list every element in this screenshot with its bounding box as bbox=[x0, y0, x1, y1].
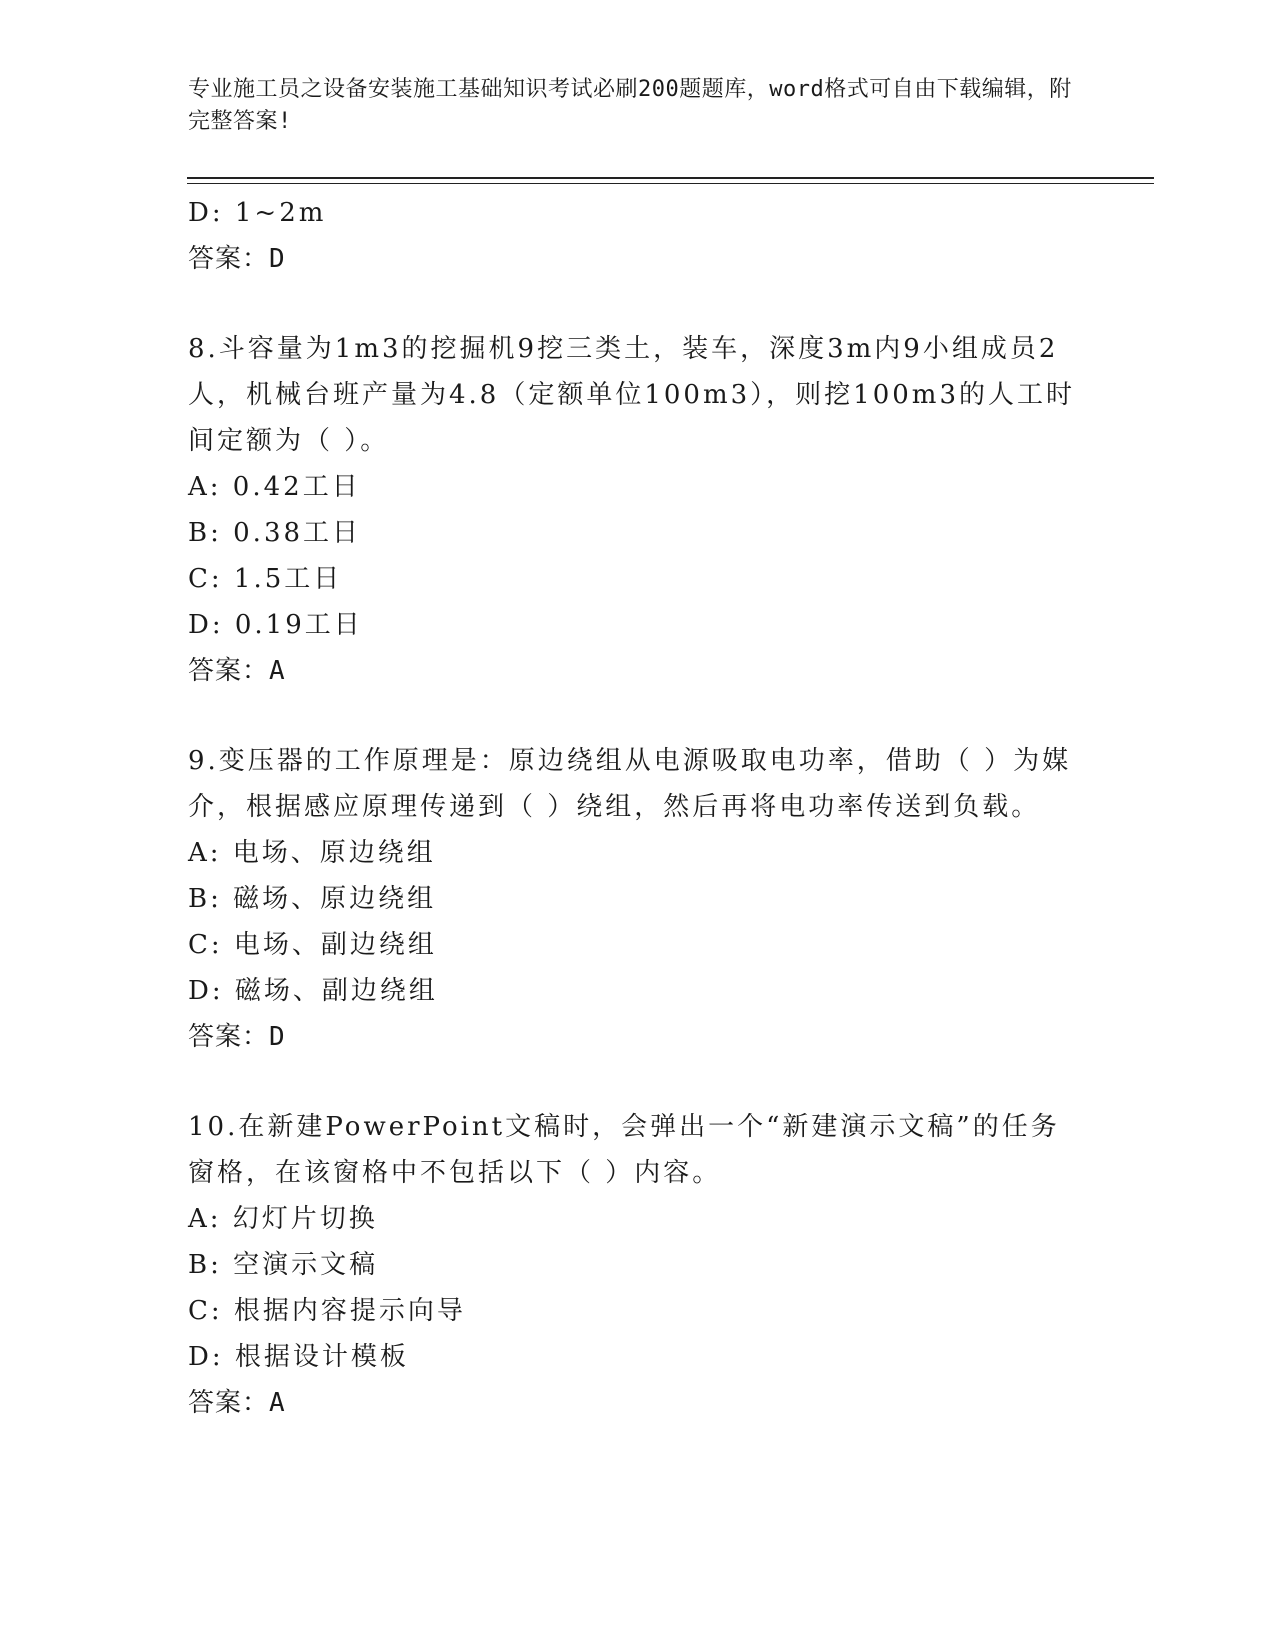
question-9 bbox=[188, 738, 1078, 1060]
option-c: C: 1.5工日 bbox=[188, 564, 343, 594]
option-b: B: 空演示文稿 bbox=[188, 1250, 379, 1280]
option-a: A: 电场、原边绕组 bbox=[188, 838, 436, 868]
option-d: D: 0.19工日 bbox=[188, 610, 363, 640]
option-c: C: 电场、副边绕组 bbox=[188, 930, 437, 960]
questions-content bbox=[188, 190, 1078, 1426]
header-rule-thick bbox=[187, 177, 1154, 179]
question-stem: 10.在新建PowerPoint文稿时，会弹出一个“新建演示文稿”的任务窗格，在该窗格中不包括以下（ ）内容。 bbox=[188, 1112, 1060, 1188]
header-rule-thin bbox=[187, 183, 1154, 184]
question-8 bbox=[188, 326, 1078, 694]
spacer bbox=[188, 1060, 1078, 1104]
answer: 答案：A bbox=[188, 656, 286, 686]
option-b: B: 磁场、原边绕组 bbox=[188, 884, 437, 914]
option-d: D: 根据设计模板 bbox=[188, 1342, 409, 1372]
option-a: A: 0.42工日 bbox=[188, 472, 361, 502]
option-c: C: 根据内容提示向导 bbox=[188, 1296, 466, 1326]
question-10 bbox=[188, 1104, 1078, 1426]
prev-answer: 答案：D bbox=[188, 244, 286, 274]
spacer bbox=[188, 694, 1078, 738]
answer: 答案：A bbox=[188, 1388, 286, 1418]
page-header-title: 专业施工员之设备安装施工基础知识考试必刷200题题库，word格式可自由下载编辑，附完整答案! bbox=[188, 77, 1072, 134]
answer: 答案：D bbox=[188, 1022, 286, 1052]
prev-option-d: D: 1~2m bbox=[188, 198, 327, 228]
spacer bbox=[188, 282, 1078, 326]
question-stem: 9.变压器的工作原理是：原边绕组从电源吸取电功率，借助（ ）为媒介，根据感应原理传递到（ ）绕组，然后再将电功率传送到负载。 bbox=[188, 746, 1072, 822]
option-b: B: 0.38工日 bbox=[188, 518, 362, 548]
question-stem: 8.斗容量为1m3的挖掘机9挖三类土，装车，深度3m内9小组成员2人，机械台班产量为4.8（定额单位100m3），则挖100m3的人工时间定额为（ ）。 bbox=[188, 334, 1075, 456]
option-a: A: 幻灯片切换 bbox=[188, 1204, 378, 1234]
option-d: D: 磁场、副边绕组 bbox=[188, 976, 438, 1006]
